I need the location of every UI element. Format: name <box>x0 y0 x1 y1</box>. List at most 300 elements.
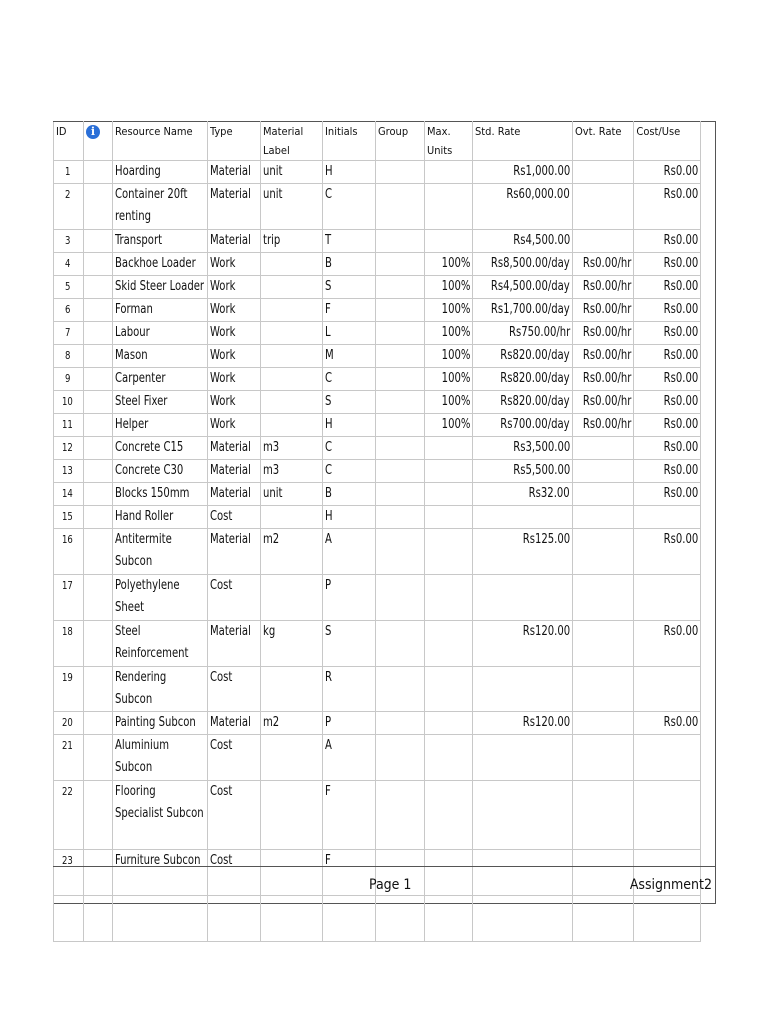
cell-initials[interactable] <box>323 735 376 781</box>
cell-std-rate[interactable] <box>473 460 573 483</box>
cell-material-label[interactable] <box>261 460 323 483</box>
cell-cost-use-text: Rs0.00 <box>663 440 699 455</box>
cell-resource-name[interactable] <box>113 161 208 184</box>
cell-resource-name[interactable] <box>113 322 208 345</box>
table-row[interactable] <box>54 299 701 322</box>
cell-group[interactable] <box>376 368 425 391</box>
cell-ovt-rate[interactable] <box>573 414 634 437</box>
cell-id[interactable] <box>54 460 84 483</box>
table-row[interactable] <box>54 414 701 437</box>
cell-group[interactable] <box>376 253 425 276</box>
cell-max-units[interactable] <box>425 391 473 414</box>
cell-initials[interactable] <box>323 529 376 575</box>
cell-type[interactable] <box>208 299 261 322</box>
cell-max-units[interactable] <box>425 414 473 437</box>
cell-id[interactable] <box>54 230 84 253</box>
cell-type[interactable] <box>208 184 261 230</box>
cell-resource-name-text: Concrete C15 <box>115 440 184 455</box>
cell-initials[interactable] <box>323 230 376 253</box>
cell-std-rate[interactable] <box>473 345 573 368</box>
cell-resource-name-text: Flooring Specialist Subcon <box>115 784 204 821</box>
cell-indicator[interactable] <box>84 575 113 621</box>
cell-resource-name[interactable] <box>113 391 208 414</box>
cell-indicator[interactable] <box>84 299 113 322</box>
cell-material-label[interactable] <box>261 230 323 253</box>
table-row[interactable] <box>54 483 701 506</box>
cell-ovt-rate[interactable] <box>573 161 634 184</box>
cell-type[interactable] <box>208 781 261 850</box>
cell-std-rate[interactable] <box>473 667 573 712</box>
cell-ovt-rate[interactable] <box>573 230 634 253</box>
cell-ovt-rate[interactable] <box>573 276 634 299</box>
cell-id[interactable] <box>54 735 84 781</box>
cell-cost-use[interactable] <box>634 299 701 322</box>
cell-cost-use[interactable] <box>634 276 701 299</box>
cell-resource-name[interactable] <box>113 667 208 712</box>
cell-initials[interactable] <box>323 253 376 276</box>
cell-type[interactable] <box>208 575 261 621</box>
cell-resource-name-text: Helper <box>115 417 149 432</box>
cell-max-units[interactable] <box>425 437 473 460</box>
cell-cost-use[interactable] <box>634 437 701 460</box>
cell-std-rate[interactable] <box>473 299 573 322</box>
header-max-units[interactable]: Max. Units <box>425 122 473 161</box>
cell-ovt-rate[interactable] <box>573 368 634 391</box>
cell-material-label[interactable] <box>261 506 323 529</box>
cell-cost-use[interactable] <box>634 621 701 667</box>
cell-resource-name[interactable] <box>113 299 208 322</box>
cell-indicator[interactable] <box>84 735 113 781</box>
table-row[interactable] <box>54 322 701 345</box>
cell-ovt-rate[interactable] <box>573 437 634 460</box>
cell-initials[interactable] <box>323 276 376 299</box>
cell-indicator[interactable] <box>84 345 113 368</box>
cell-material-label[interactable] <box>261 667 323 712</box>
table-row[interactable] <box>54 781 701 850</box>
cell-ovt-rate-text: Rs0.00/hr <box>582 417 632 432</box>
cell-indicator[interactable] <box>84 184 113 230</box>
cell-ovt-rate[interactable] <box>573 781 634 850</box>
cell-id[interactable] <box>54 414 84 437</box>
cell-max-units[interactable] <box>425 781 473 850</box>
cell-id[interactable] <box>54 621 84 667</box>
cell-initials[interactable] <box>323 184 376 230</box>
cell-material-label[interactable] <box>261 735 323 781</box>
cell-std-rate[interactable] <box>473 529 573 575</box>
table-row[interactable] <box>54 575 701 621</box>
table-row[interactable] <box>54 345 701 368</box>
cell-material-label[interactable] <box>261 184 323 230</box>
cell-material-label[interactable] <box>261 253 323 276</box>
cell-id-text: 16 <box>62 533 74 546</box>
cell-std-rate[interactable] <box>473 368 573 391</box>
cell-type[interactable] <box>208 529 261 575</box>
cell-resource-name[interactable] <box>113 253 208 276</box>
table-row[interactable] <box>54 230 701 253</box>
cell-indicator[interactable] <box>84 368 113 391</box>
cell-indicator[interactable] <box>84 391 113 414</box>
cell-group[interactable] <box>376 161 425 184</box>
cell-indicator[interactable] <box>84 161 113 184</box>
table-row[interactable] <box>54 529 701 575</box>
cell-group[interactable] <box>376 230 425 253</box>
cell-cost-use[interactable] <box>634 322 701 345</box>
cell-type[interactable] <box>208 712 261 735</box>
cell-type[interactable] <box>208 253 261 276</box>
cell-group[interactable] <box>376 735 425 781</box>
cell-id[interactable] <box>54 667 84 712</box>
cell-cost-use[interactable] <box>634 460 701 483</box>
cell-material-label[interactable] <box>261 161 323 184</box>
cell-type[interactable] <box>208 161 261 184</box>
cell-cost-use[interactable] <box>634 506 701 529</box>
cell-std-rate[interactable] <box>473 621 573 667</box>
cell-material-label[interactable] <box>261 299 323 322</box>
cell-resource-name[interactable] <box>113 368 208 391</box>
cell-ovt-rate[interactable] <box>573 345 634 368</box>
cell-std-rate-text: Rs3,500.00 <box>512 440 570 455</box>
cell-material-label[interactable] <box>261 368 323 391</box>
table-row[interactable] <box>54 735 701 781</box>
cell-material-label[interactable] <box>261 575 323 621</box>
cell-ovt-rate[interactable] <box>573 184 634 230</box>
cell-resource-name[interactable] <box>113 460 208 483</box>
cell-indicator[interactable] <box>84 667 113 712</box>
cell-max-units[interactable] <box>425 184 473 230</box>
cell-std-rate[interactable] <box>473 414 573 437</box>
cell-indicator[interactable] <box>84 276 113 299</box>
cell-id[interactable] <box>54 299 84 322</box>
cell-id[interactable] <box>54 483 84 506</box>
cell-initials[interactable] <box>323 712 376 735</box>
cell-cost-use[interactable] <box>634 735 701 781</box>
cell-group[interactable] <box>376 414 425 437</box>
cell-resource-name[interactable] <box>113 506 208 529</box>
cell-std-rate[interactable] <box>473 230 573 253</box>
cell-material-label[interactable] <box>261 781 323 850</box>
cell-cost-use[interactable] <box>634 391 701 414</box>
cell-group[interactable] <box>376 529 425 575</box>
cell-id[interactable] <box>54 575 84 621</box>
cell-cost-use[interactable] <box>634 781 701 850</box>
cell-indicator[interactable] <box>84 230 113 253</box>
cell-std-rate-text: Rs700.00/day <box>500 417 570 432</box>
cell-max-units[interactable] <box>425 253 473 276</box>
cell-id[interactable] <box>54 368 84 391</box>
cell-id[interactable] <box>54 276 84 299</box>
cell-resource-name[interactable] <box>113 483 208 506</box>
cell-material-label[interactable] <box>261 391 323 414</box>
cell-indicator[interactable] <box>84 529 113 575</box>
cell-indicator[interactable] <box>84 781 113 850</box>
cell-std-rate[interactable] <box>473 781 573 850</box>
cell-group[interactable] <box>376 276 425 299</box>
cell-std-rate[interactable] <box>473 712 573 735</box>
cell-indicator[interactable] <box>84 506 113 529</box>
cell-std-rate[interactable] <box>473 184 573 230</box>
cell-cost-use[interactable] <box>634 414 701 437</box>
cell-cost-use[interactable] <box>634 230 701 253</box>
cell-id[interactable] <box>54 253 84 276</box>
cell-max-units[interactable] <box>425 299 473 322</box>
header-material-label[interactable]: Material Label <box>261 122 323 161</box>
cell-resource-name[interactable] <box>113 276 208 299</box>
cell-type[interactable] <box>208 506 261 529</box>
cell-initials[interactable] <box>323 460 376 483</box>
cell-resource-name[interactable] <box>113 184 208 230</box>
cell-resource-name-text: Forman <box>115 302 153 317</box>
cell-id[interactable] <box>54 322 84 345</box>
cell-max-units[interactable] <box>425 483 473 506</box>
cell-cost-use[interactable] <box>634 345 701 368</box>
cell-cost-use-text: Rs0.00 <box>663 256 699 271</box>
cell-cost-use[interactable] <box>634 161 701 184</box>
cell-max-units[interactable] <box>425 460 473 483</box>
cell-initials[interactable] <box>323 667 376 712</box>
cell-id[interactable] <box>54 529 84 575</box>
cell-resource-name[interactable] <box>113 712 208 735</box>
cell-ovt-rate[interactable] <box>573 506 634 529</box>
table-row[interactable] <box>54 506 701 529</box>
cell-id[interactable] <box>54 184 84 230</box>
cell-initials[interactable] <box>323 368 376 391</box>
cell-id[interactable] <box>54 437 84 460</box>
cell-resource-name-text: Transport <box>115 233 163 248</box>
table-row[interactable] <box>54 667 701 712</box>
cell-std-rate[interactable] <box>473 391 573 414</box>
cell-id-text: 21 <box>62 739 74 752</box>
cell-group[interactable] <box>376 712 425 735</box>
cell-std-rate[interactable] <box>473 575 573 621</box>
cell-material-label[interactable] <box>261 345 323 368</box>
cell-type[interactable] <box>208 667 261 712</box>
cell-initials[interactable] <box>323 437 376 460</box>
cell-material-label[interactable] <box>261 621 323 667</box>
cell-group[interactable] <box>376 322 425 345</box>
cell-std-rate-text: Rs1,000.00 <box>512 164 570 179</box>
cell-indicator[interactable] <box>84 460 113 483</box>
cell-group[interactable] <box>376 621 425 667</box>
table-row[interactable] <box>54 437 701 460</box>
cell-material-label[interactable] <box>261 437 323 460</box>
cell-std-rate-text: Rs4,500.00 <box>512 233 570 248</box>
cell-max-units[interactable] <box>425 712 473 735</box>
cell-id[interactable] <box>54 345 84 368</box>
cell-type-text: Material <box>210 486 251 501</box>
cell-ovt-rate[interactable] <box>573 299 634 322</box>
table-row[interactable] <box>54 253 701 276</box>
cell-initials[interactable] <box>323 781 376 850</box>
cell-initials[interactable] <box>323 483 376 506</box>
cell-resource-name-text: Hoarding <box>115 164 161 179</box>
cell-std-rate[interactable] <box>473 437 573 460</box>
cell-std-rate[interactable] <box>473 483 573 506</box>
table-row[interactable] <box>54 368 701 391</box>
cell-max-units[interactable] <box>425 529 473 575</box>
table-row[interactable] <box>54 712 701 735</box>
cell-indicator[interactable] <box>84 414 113 437</box>
cell-ovt-rate[interactable] <box>573 712 634 735</box>
cell-type[interactable] <box>208 230 261 253</box>
cell-id[interactable] <box>54 712 84 735</box>
cell-type[interactable] <box>208 735 261 781</box>
cell-max-units[interactable] <box>425 368 473 391</box>
cell-std-rate[interactable] <box>473 276 573 299</box>
cell-resource-name[interactable] <box>113 575 208 621</box>
header-std-rate[interactable]: Std. Rate <box>473 122 573 161</box>
cell-group[interactable] <box>376 345 425 368</box>
cell-id[interactable] <box>54 506 84 529</box>
cell-ovt-rate[interactable] <box>573 483 634 506</box>
cell-indicator[interactable] <box>84 712 113 735</box>
header-initials[interactable]: Initials <box>323 122 376 161</box>
cell-max-units[interactable] <box>425 322 473 345</box>
cell-max-units[interactable] <box>425 230 473 253</box>
cell-group[interactable] <box>376 483 425 506</box>
cell-type[interactable] <box>208 322 261 345</box>
cell-material-label-text: m3 <box>263 440 280 455</box>
cell-id[interactable] <box>54 161 84 184</box>
cell-max-units-text: 100% <box>441 302 470 317</box>
header-ovt-rate[interactable]: Ovt. Rate <box>573 122 634 161</box>
cell-max-units[interactable] <box>425 621 473 667</box>
cell-ovt-rate[interactable] <box>573 391 634 414</box>
cell-group[interactable] <box>376 460 425 483</box>
cell-cost-use[interactable] <box>634 712 701 735</box>
cell-material-label[interactable] <box>261 322 323 345</box>
cell-cost-use[interactable] <box>634 253 701 276</box>
cell-resource-name[interactable] <box>113 781 208 850</box>
cell-max-units[interactable] <box>425 667 473 712</box>
cell-group[interactable] <box>376 437 425 460</box>
cell-cost-use[interactable] <box>634 529 701 575</box>
cell-cost-use[interactable] <box>634 483 701 506</box>
cell-indicator[interactable] <box>84 253 113 276</box>
cell-initials[interactable] <box>323 299 376 322</box>
cell-material-label[interactable] <box>261 529 323 575</box>
cell-type[interactable] <box>208 460 261 483</box>
cell-initials[interactable] <box>323 506 376 529</box>
table-row[interactable] <box>54 184 701 230</box>
cell-std-rate[interactable] <box>473 161 573 184</box>
table-row[interactable] <box>54 460 701 483</box>
cell-indicator[interactable] <box>84 322 113 345</box>
cell-type[interactable] <box>208 345 261 368</box>
cell-ovt-rate[interactable] <box>573 621 634 667</box>
header-resource-name[interactable]: Resource Name <box>113 122 208 161</box>
cell-type[interactable] <box>208 483 261 506</box>
cell-ovt-rate[interactable] <box>573 460 634 483</box>
cell-indicator[interactable] <box>84 621 113 667</box>
cell-max-units-text: 100% <box>441 394 470 409</box>
cell-initials[interactable] <box>323 575 376 621</box>
cell-std-rate[interactable] <box>473 506 573 529</box>
cell-ovt-rate[interactable] <box>573 253 634 276</box>
cell-material-label[interactable] <box>261 276 323 299</box>
cell-group[interactable] <box>376 184 425 230</box>
cell-ovt-rate[interactable] <box>573 575 634 621</box>
table-row[interactable] <box>54 621 701 667</box>
cell-cost-use[interactable] <box>634 184 701 230</box>
cell-max-units[interactable] <box>425 735 473 781</box>
cell-id-text: 3 <box>65 234 71 247</box>
cell-initials[interactable] <box>323 621 376 667</box>
cell-group[interactable] <box>376 781 425 850</box>
cell-resource-name[interactable] <box>113 621 208 667</box>
cell-std-rate[interactable] <box>473 735 573 781</box>
cell-id-text: 11 <box>62 418 74 431</box>
cell-initials[interactable] <box>323 414 376 437</box>
cell-ovt-rate[interactable] <box>573 735 634 781</box>
cell-group[interactable] <box>376 299 425 322</box>
cell-resource-name[interactable] <box>113 437 208 460</box>
cell-std-rate[interactable] <box>473 253 573 276</box>
cell-ovt-rate[interactable] <box>573 667 634 712</box>
cell-type[interactable] <box>208 368 261 391</box>
cell-cost-use-text: Rs0.00 <box>663 532 699 547</box>
header-group[interactable]: Group <box>376 122 425 161</box>
cell-material-label[interactable] <box>261 483 323 506</box>
cell-indicator[interactable] <box>84 483 113 506</box>
header-indicators[interactable] <box>84 122 113 161</box>
cell-max-units[interactable] <box>425 345 473 368</box>
header-id[interactable]: ID <box>54 122 84 161</box>
cell-cost-use[interactable] <box>634 575 701 621</box>
cell-type[interactable] <box>208 276 261 299</box>
cell-resource-name[interactable] <box>113 735 208 781</box>
cell-group[interactable] <box>376 575 425 621</box>
cell-cost-use[interactable] <box>634 667 701 712</box>
cell-material-label[interactable] <box>261 712 323 735</box>
cell-id[interactable] <box>54 391 84 414</box>
table-row[interactable] <box>54 161 701 184</box>
cell-resource-name[interactable] <box>113 230 208 253</box>
cell-resource-name[interactable] <box>113 529 208 575</box>
cell-initials[interactable] <box>323 161 376 184</box>
cell-group[interactable] <box>376 667 425 712</box>
cell-std-rate-text: Rs5,500.00 <box>512 463 570 478</box>
cell-ovt-rate[interactable] <box>573 529 634 575</box>
cell-id-text: 23 <box>62 854 74 867</box>
cell-type[interactable] <box>208 391 261 414</box>
cell-resource-name[interactable] <box>113 345 208 368</box>
cell-initials[interactable] <box>323 345 376 368</box>
table-row[interactable] <box>54 391 701 414</box>
cell-initials[interactable] <box>323 391 376 414</box>
cell-type[interactable] <box>208 621 261 667</box>
cell-initials[interactable] <box>323 322 376 345</box>
header-type[interactable]: Type <box>208 122 261 161</box>
cell-std-rate[interactable] <box>473 322 573 345</box>
cell-group[interactable] <box>376 391 425 414</box>
cell-indicator[interactable] <box>84 437 113 460</box>
cell-type[interactable] <box>208 437 261 460</box>
cell-max-units[interactable] <box>425 161 473 184</box>
cell-group[interactable] <box>376 506 425 529</box>
cell-cost-use-text: Rs0.00 <box>663 279 699 294</box>
header-cost-use[interactable]: Cost/Use <box>634 122 701 161</box>
cell-material-label[interactable] <box>261 414 323 437</box>
cell-max-units[interactable] <box>425 506 473 529</box>
cell-type[interactable] <box>208 414 261 437</box>
cell-resource-name[interactable] <box>113 414 208 437</box>
cell-max-units[interactable] <box>425 276 473 299</box>
table-row[interactable] <box>54 276 701 299</box>
cell-ovt-rate[interactable] <box>573 322 634 345</box>
cell-cost-use[interactable] <box>634 368 701 391</box>
cell-id[interactable] <box>54 781 84 850</box>
cell-max-units[interactable] <box>425 575 473 621</box>
